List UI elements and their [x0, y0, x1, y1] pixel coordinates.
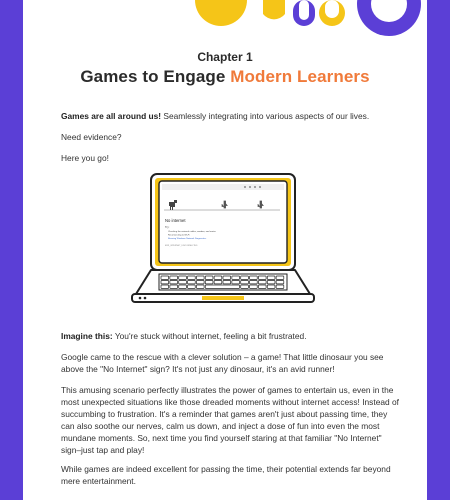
paragraph-imagine [61, 330, 401, 342]
keyboard [159, 274, 287, 290]
keyboard-key [161, 281, 169, 284]
title-accent: Modern Learners [230, 67, 370, 86]
paragraph-amusing-scenario: This amusing scenario perfectly illustrates the power of games to entertain us, even in the most unexpected situations like those dreaded moments without internet access! Instead of succumbing to frustration. It's a reminder that games aren't just about passing time, they can also soothe our nerves, calm us down, and inject a dose of fun into even the most mundane moments. So, next time you find yourself staring at that familiar "No Internet" sign–just tap and play! [61, 385, 399, 455]
keyboard-key [241, 276, 249, 279]
paragraph-need-evidence: Need evidence? [61, 132, 122, 142]
keyboard-key [161, 276, 169, 279]
keyboard-key [170, 276, 178, 279]
keyboard-key [214, 281, 222, 284]
keyboard-key [250, 276, 258, 279]
laptop-illustration [130, 172, 316, 304]
screen-error-code: ERR_INTERNET_DISCONNECTED [165, 245, 198, 247]
screen-heading: No internet [165, 218, 186, 223]
keyboard-key [214, 276, 222, 279]
keyboard-key [232, 281, 240, 284]
screen-item: Reconnecting to Wi-Fi [168, 234, 190, 237]
title-plain: Games to Engage [80, 67, 231, 86]
keyboard-key [223, 276, 231, 279]
keyboard-key [196, 281, 204, 284]
keyboard-key [232, 276, 240, 279]
paragraph-potential: While games are indeed excellent for passing the time, their potential extends far beyond mere entertainment. [61, 464, 391, 486]
keyboard-key [179, 276, 187, 279]
document-page [23, 0, 427, 500]
intro-bold: Games are all around us! [61, 111, 162, 121]
decorative-shapes [23, 0, 427, 40]
chapter-label: Chapter 1 [197, 50, 253, 64]
keyboard-key [267, 285, 275, 288]
keyboard-key [276, 281, 284, 284]
screen-item: Checking the network cables, modem, and router [168, 231, 216, 233]
imagine-rest: You're stuck without internet, feeling a bit frustrated. [112, 331, 307, 341]
spacebar-key [205, 285, 239, 288]
keyboard-key [267, 276, 275, 279]
keyboard-key [179, 285, 187, 288]
paragraph-here-you-go: Here you go! [61, 153, 109, 163]
paragraph-intro [61, 110, 401, 122]
keyboard-key [188, 285, 196, 288]
keyboard-key [205, 276, 213, 279]
keyboard-key [223, 281, 231, 284]
keyboard-key [196, 276, 204, 279]
keyboard-key [161, 285, 169, 288]
keyboard-key [267, 281, 275, 284]
keyboard-key [170, 281, 178, 284]
screen-try: Try: [165, 226, 170, 229]
keyboard-key [179, 281, 187, 284]
keyboard-key [188, 276, 196, 279]
keyboard-key [258, 276, 266, 279]
keyboard-key [241, 281, 249, 284]
keyboard-key [276, 285, 284, 288]
page-title [23, 67, 427, 87]
keyboard-key [196, 285, 204, 288]
keyboard-key [250, 285, 258, 288]
keyboard-key [258, 281, 266, 284]
keyboard-key [188, 281, 196, 284]
keyboard-key [276, 276, 284, 279]
keyboard-key [241, 285, 249, 288]
keyboard-key [250, 281, 258, 284]
imagine-bold: Imagine this: [61, 331, 113, 341]
keyboard-key [258, 285, 266, 288]
keyboard-key [170, 285, 178, 288]
intro-rest: Seamlessly integrating into various aspects of our lives. [161, 111, 370, 121]
paragraph-google: Google came to the rescue with a clever solution – a game! That little dinosaur you see above the "No Internet" sign? It's not just any dinosaur, it's an avid runner! [61, 352, 384, 374]
screen-item: Running Windows Network Diagnostics [168, 238, 207, 240]
keyboard-key [205, 281, 213, 284]
